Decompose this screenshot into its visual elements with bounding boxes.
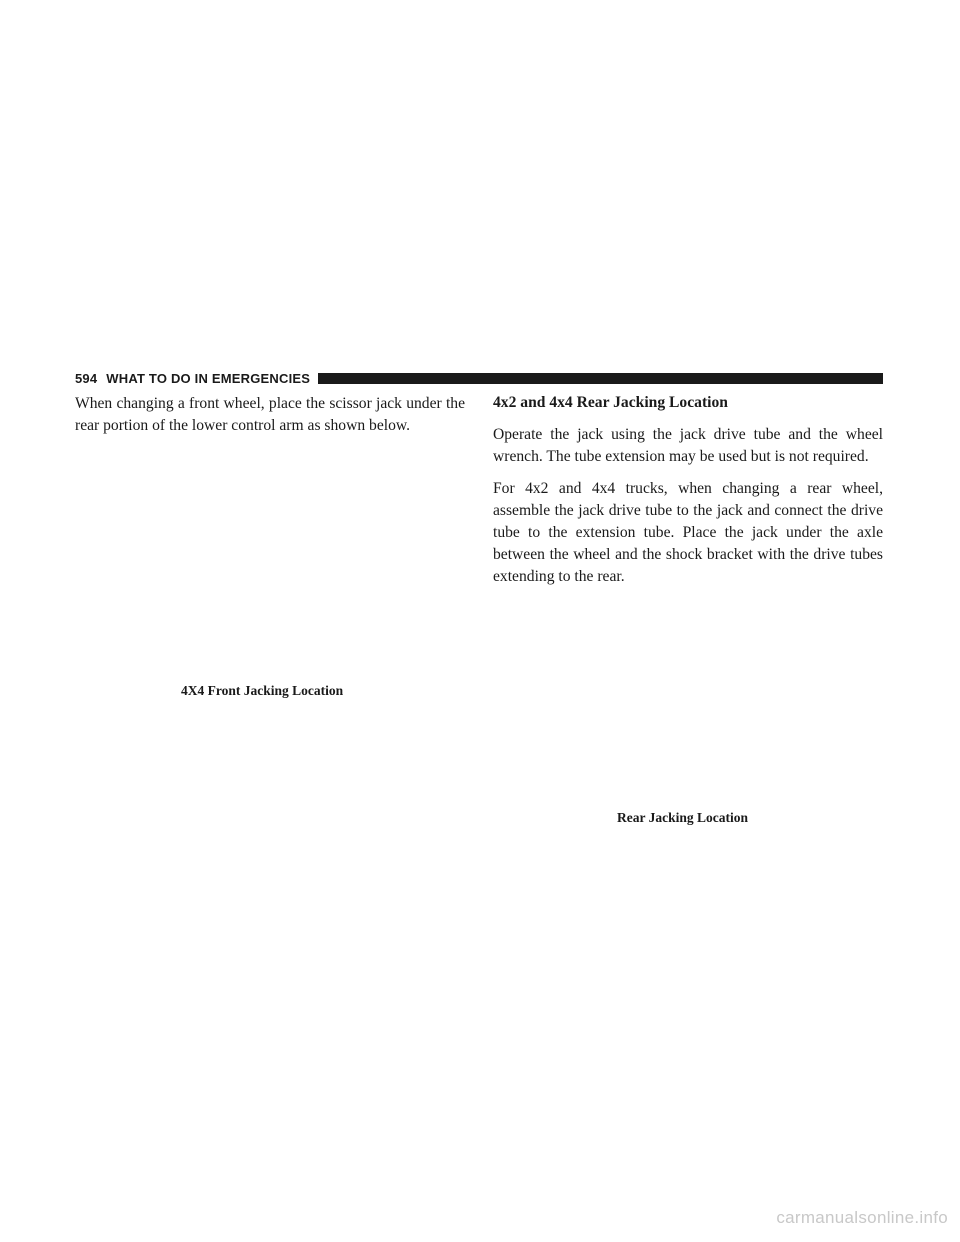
section-title: WHAT TO DO IN EMERGENCIES <box>106 370 311 386</box>
right-column <box>493 392 883 598</box>
rear-wheel-instructions: For 4x2 and 4x4 trucks, when changing a rear wheel, assemble the jack drive tube to the jack and connect the drive tube to the extension tube. Place the jack under the axle between the wheel and the shock bracket with the drive tubes extending to the rear. <box>493 480 883 585</box>
front-jacking-caption: 4X4 Front Jacking Location <box>181 683 344 698</box>
rear-jacking-figure <box>493 590 883 802</box>
front-wheel-instructions: When changing a front wheel, place the scissor jack under the rear portion of the lower control arm as shown below. <box>75 395 465 434</box>
operate-jack-paragraph: Operate the jack using the jack drive tube and the wheel wrench. The tube extension may be used but is not required. <box>493 426 883 465</box>
watermark: carmanualsonline.info <box>776 1208 948 1227</box>
front-jacking-figure <box>75 450 465 675</box>
rear-jacking-caption: Rear Jacking Location <box>617 810 748 825</box>
page-header <box>75 368 883 388</box>
left-column <box>75 393 465 447</box>
rear-jacking-heading: 4x2 and 4x4 Rear Jacking Location <box>493 394 728 411</box>
header-rule <box>318 373 883 384</box>
page-number: 594 <box>75 370 98 386</box>
